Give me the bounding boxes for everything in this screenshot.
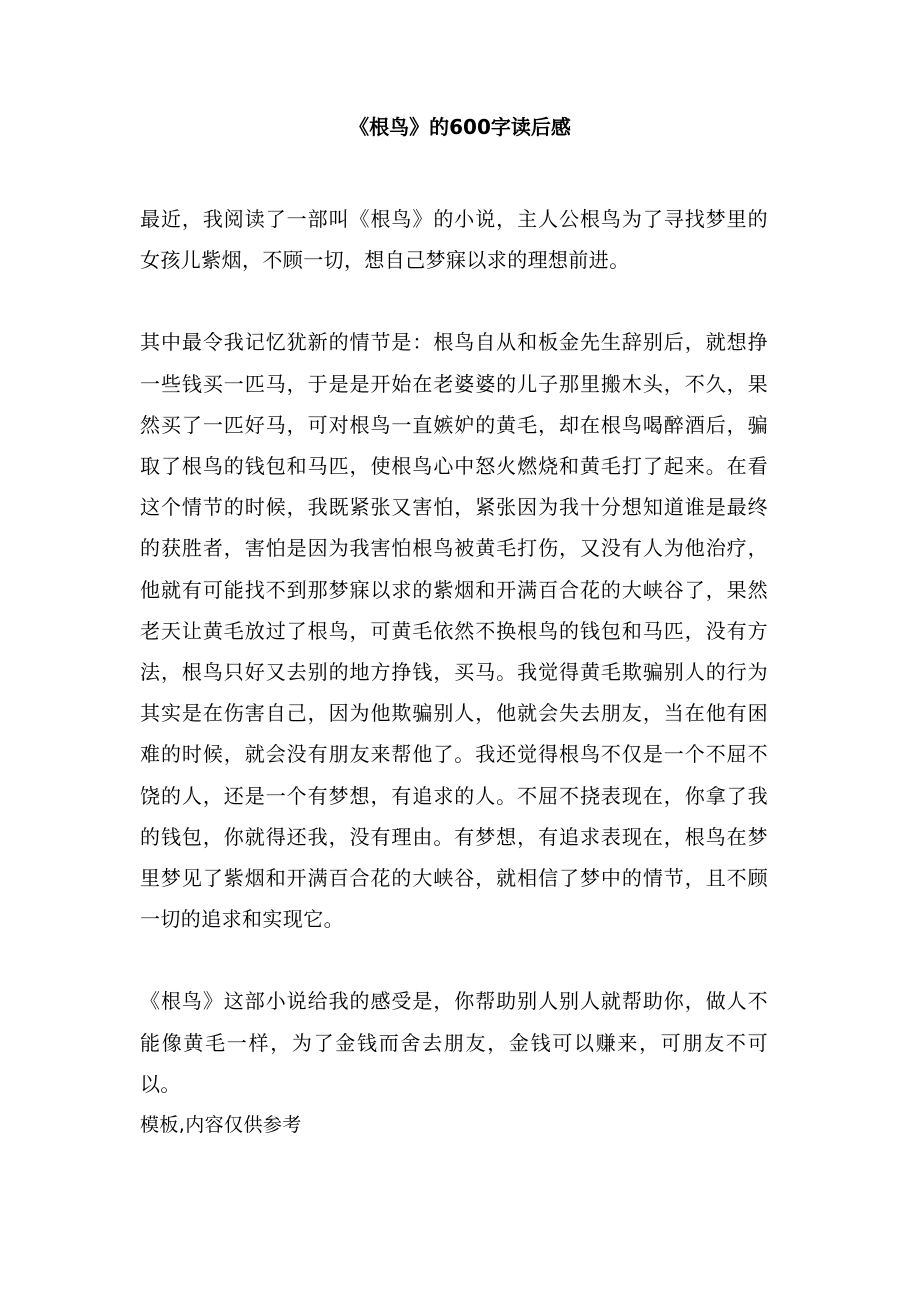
paragraph-spacer <box>140 940 768 981</box>
paragraph-spacer <box>140 281 768 322</box>
document-body <box>140 199 768 1146</box>
paragraph-intro: 最近，我阅读了一部叫《根鸟》的小说，主人公根鸟为了寻找梦里的女孩儿紫烟，不顾一切，想自己梦寐以求的理想前进。 <box>140 207 768 273</box>
footer-note: 模板,内容仅供参考 <box>140 1114 302 1137</box>
paragraph-plot: 其中最令我记忆犹新的情节是：根鸟自从和板金先生辞别后，就想挣一些钱买一匹马，于是是开始在老婆婆的儿子那里搬木头，不久，果然买了一匹好马，可对根鸟一直嫉妒的黄毛，却在根鸟喝醉酒后，骗取了根鸟的钱包和马匹，使根鸟心中怒火燃烧和黄毛打了起来。在看这个情节的时候，我既紧张又害怕，紧张因为我十分想知道谁是最终的获胜者，害怕是因为我害怕根鸟被黄毛打伤，又没有人为他治疗，他就有可能找不到那梦寐以求的紫烟和开满百合花的大峡谷了，果然老天让黄毛放过了根鸟，可黄毛依然不换根鸟的钱包和马匹，没有方法，根鸟只好又去别的地方挣钱，买马。我觉得黄毛欺骗别人的行为其实是在伤害自己，因为他欺骗别人，他就会失去朋友，当在他有困难的时候，就会没有朋友来帮他了。我还觉得根鸟不仅是一个不屈不饶的人，还是一个有梦想，有追求的人。不屈不挠表现在，你拿了我的钱包，你就得还我，没有理由。有梦想，有追求表现在，根鸟在梦里梦见了紫烟和开满百合花的大峡谷，就相信了梦中的情节，且不顾一切的追求和实现它。 <box>140 330 768 932</box>
page-title: 《根鸟》的600字读后感 <box>349 115 571 139</box>
paragraph-conclusion: 《根鸟》这部小说给我的感受是，你帮助别人别人就帮助你，做人不能像黄毛一样，为了金钱而舍去朋友，金钱可以赚来，可朋友不可以。 <box>140 989 768 1096</box>
